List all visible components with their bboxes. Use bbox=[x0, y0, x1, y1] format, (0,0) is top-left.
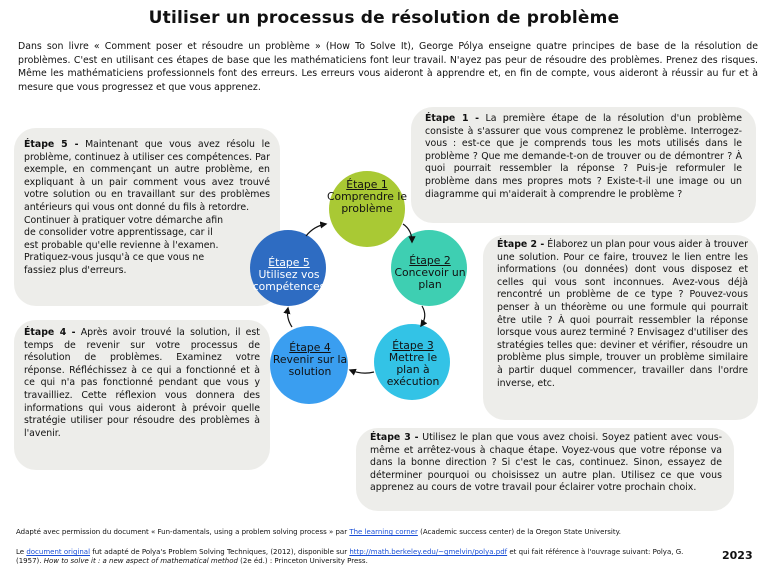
step-5-box-text-b: Continuer à pratiquer votre démarche afin de consolider votre apprentissage, car il est probable qu'elle revienne à l'examen. Pratiquez-vous jusqu'à ce que vous ne fassiez plus d'erreurs. bbox=[24, 214, 224, 276]
step-5-box-title: Étape 5 - bbox=[24, 139, 79, 150]
step-2-box-text: Élaborez un plan pour vous aider à trouver une solution. Pour ce faire, trouvez le lien entre les informations (ou données) dont vous disposez et celles qui vous sont inconnues. Avez-vous déjà rencontré un problème de ce type ? Pouvez-vous penser à un théorème ou une formule qui pourrait être utile ? À quoi pourrait ressembler la réponse lorsque vous aurez terminé ? Envisagez d'utiliser des stratégies telles que: deviner et vérifier, résoudre un problème plus simple, trouver un problème similaire à partir duquel commencer, travailler dans l'ordre inverse, etc. bbox=[497, 239, 749, 389]
step-4-name: Revenir sur la solution bbox=[272, 353, 348, 378]
step-3-label bbox=[380, 340, 446, 388]
step-1-box-title: Étape 1 - bbox=[425, 113, 480, 124]
footer-credit bbox=[16, 528, 716, 537]
arrow-step3-to-step4 bbox=[350, 370, 374, 373]
step-4-label bbox=[270, 342, 350, 378]
footer-source bbox=[16, 548, 686, 566]
footer-credit-text-a: Adapté avec permission du document « Fun-damentals, using a problem solving process » par bbox=[16, 528, 350, 536]
book-title: How to solve it : a new aspect of mathematical method bbox=[43, 557, 238, 565]
step-5-name: Utilisez vos compétences bbox=[252, 268, 326, 293]
step-4-box-title: Étape 4 - bbox=[24, 327, 76, 338]
step-2-box-title: Étape 2 - bbox=[497, 239, 545, 250]
step-1-number: Étape 1 bbox=[346, 178, 388, 191]
step-1-box-text: La première étape de la résolution d'un problème consiste à s'assurer que vous comprenez le problème. Interrogez-vous : est-ce que je comprends tous les mots utilisés dans le problème ? Que me demande-t-on de trouver ou de démontrer ? À quoi pourrait ressembler la réponse ? Puis-je reformuler le problème dans mes propres mots ? Existe-t-il une image ou un diagramme qui m'aiderait à comprendre le problème ? bbox=[425, 113, 742, 200]
step-2-label bbox=[392, 255, 468, 291]
footer-source-text-c: et qui fait référence à l'ouvrage suivant: Polya, G. (1957). bbox=[16, 548, 684, 565]
step-4-number: Étape 4 bbox=[289, 341, 331, 354]
original-document-link[interactable]: document original bbox=[26, 548, 91, 556]
polya-pdf-link[interactable]: http://math.berkeley.edu/~gmelvin/polya.pdf bbox=[349, 548, 508, 556]
step-5-number: Étape 5 bbox=[268, 256, 310, 269]
year-label: 2023 bbox=[722, 549, 753, 562]
arrow-step4-to-step5 bbox=[288, 308, 293, 327]
arrow-step5-to-step1 bbox=[306, 224, 326, 236]
footer-source-text-b: fut adapté de Polya's Problem Solving Techniques, (2012), disponible sur bbox=[90, 548, 350, 556]
step-5-label bbox=[250, 257, 328, 293]
step-1-name: Comprendre le problème bbox=[327, 190, 407, 215]
step-4-box-text: Après avoir trouvé la solution, il est temps de revenir sur votre processus de résolution de problèmes. Examinez votre réponse. Réfléchissez à ce qui a fonctionné et à ce qui n'a pas fonctionné pendant que vous y travailliez. Cette réflexion vous donnera des informations qui vous aideront à prévoir quelle stratégie utiliser pour résoudre des problèmes à l'avenir. bbox=[24, 327, 260, 439]
footer-credit-text-b: (Academic success center) de la Oregon State University. bbox=[417, 528, 621, 536]
intro-paragraph: Dans son livre « Comment poser et résoudre un problème » (How To Solve It), George Pólya enseigne quatre principes de base de la résolution de problèmes. C'est en utilisant ces étapes de base que les mathématiciens font leur travail. N'ayez pas peur de résoudre des problèmes. Prenez des risques. Même les mathématiciens professionnels font des erreurs. Les erreurs vous aideront à apprendre et, en fin de compte, vous aideront à réussir au fur et à mesure que vous progressez et que vous apprenez. bbox=[18, 41, 758, 93]
step-2-number: Étape 2 bbox=[409, 254, 451, 267]
step-3-name: Mettre le plan à exécution bbox=[386, 351, 440, 388]
footer-source-text-d: (2e éd.) : Princeton University Press. bbox=[237, 557, 368, 565]
arrow-step2-to-step3 bbox=[421, 306, 425, 326]
page-title: Utiliser un processus de résolution de problème bbox=[148, 8, 620, 28]
step-1-label bbox=[322, 179, 412, 215]
step-2-name: Concevoir un plan bbox=[394, 266, 466, 291]
learning-corner-link[interactable]: The learning corner bbox=[349, 528, 418, 536]
step-3-box-title: Étape 3 - bbox=[370, 432, 419, 443]
step-3-number: Étape 3 bbox=[392, 339, 434, 352]
step-5-box-text-a: Maintenant que vous avez résolu le problème, continuez à utiliser ces compétences. Par exemple, en commençant un autre problème, en expliquant à un pair comment vous avez trouvé votre solution ou en travaillant sur des problèmes antérieurs qui vous ont donné du fils à retordre. bbox=[24, 139, 270, 213]
footer-source-text-a: Le bbox=[16, 548, 27, 556]
step-3-box-text: Utilisez le plan que vous avez choisi. Soyez patient avec vous-même et arrêtez-vous à chaque étape. Voyez-vous que votre réponse va dans la bonne direction ? Si c'est le cas, continuez. Sinon, essayez de déterminer pourquoi ou choisissez un autre plan. Utilisez ce que vous apprenez au cours de votre travail pour éclairer votre prochain choix. bbox=[370, 432, 722, 494]
